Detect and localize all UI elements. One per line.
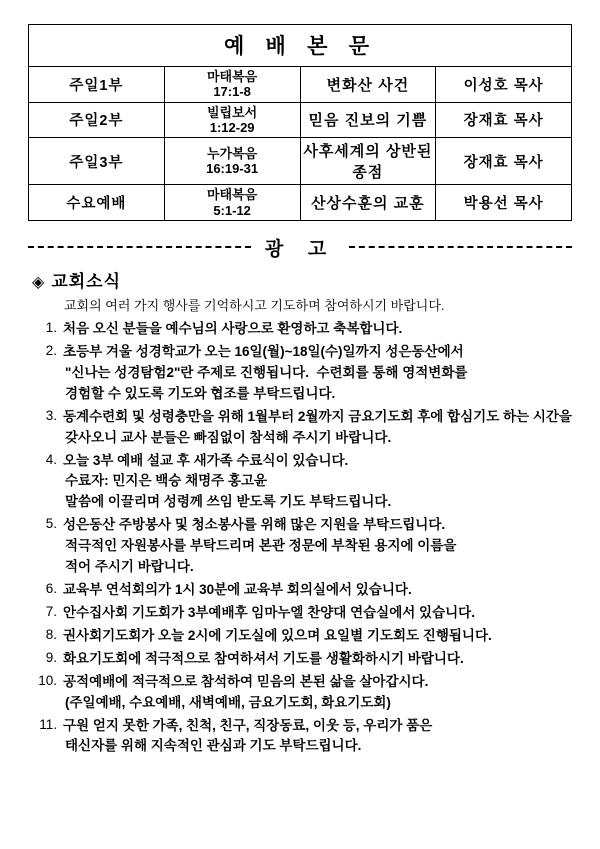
item-line: "신나는 성경탐험2"란 주제로 진행됩니다. 수련회를 통해 영적변화를	[65, 364, 468, 380]
table-title-row	[29, 25, 572, 67]
item-line: 처음 오신 분들을 예수님의 사랑으로 환영하고 축복합니다.	[63, 320, 403, 336]
scripture-verses: 16:19-31	[206, 161, 259, 177]
item-line: 적극적인 자원봉사를 부탁드리며 본관 정문에 부착된 용지에 이름을	[65, 538, 457, 554]
worship-table-title: 예 배 본 문	[29, 25, 572, 67]
list-item	[30, 626, 582, 647]
list-item	[30, 342, 582, 405]
list-item	[30, 451, 582, 514]
item-line: (주일예배, 수요예배, 새벽예배, 금요기도회, 화요기도회)	[65, 694, 391, 710]
sermon-topic: 사후세계의 상반된 종점	[300, 138, 436, 185]
item-line: 안수집사회 기도회가 3부예배후 임마누엘 찬양대 연습실에서 있습니다.	[63, 604, 475, 620]
item-body	[63, 342, 582, 405]
service-name: 수요예배	[29, 185, 165, 221]
table-row	[29, 102, 572, 138]
item-body	[63, 603, 582, 624]
item-body	[63, 319, 582, 340]
item-line: 오늘 3부 예배 설교 후 새가족 수료식이 있습니다.	[63, 452, 349, 468]
item-number: 2.	[45, 342, 57, 358]
list-item	[30, 319, 582, 340]
diamond-icon: ◈	[32, 273, 45, 291]
announcement-heading: 광 고	[264, 237, 336, 260]
item-number: 10.	[38, 672, 57, 688]
item-line: 태신자를 위해 지속적인 관심과 기도 부탁드립니다.	[65, 738, 362, 754]
item-line: 말씀에 이끌리며 성령께 쓰임 받도록 기도 부탁드립니다.	[65, 494, 392, 510]
item-line: 구원 얻지 못한 가족, 친척, 친구, 직장동료, 이웃 등, 우리가 품은	[63, 717, 433, 733]
service-name: 주일3부	[29, 138, 165, 185]
scripture-reference	[164, 67, 300, 103]
item-body	[63, 626, 582, 647]
worship-table-body	[29, 67, 572, 221]
church-news-title: 교회소식	[51, 271, 122, 291]
scripture-reference	[164, 138, 300, 185]
item-line: 교육부 연석회의가 1시 30분에 교육부 회의실에서 있습니다.	[63, 582, 412, 598]
list-item	[30, 649, 582, 670]
item-line: 동계수련회 및 성령충만을 위해 1월부터 2월까지 금요기도회 후에 합심기도 하는 시간을	[63, 408, 572, 424]
item-number: 7.	[45, 603, 57, 619]
item-line: 수료자: 민지은 백승 채명주 홍고윤	[65, 473, 268, 489]
worship-schedule-table	[28, 24, 572, 221]
item-number: 4.	[45, 451, 57, 467]
scripture-verses: 1:12-29	[209, 119, 255, 135]
item-body	[63, 451, 582, 514]
item-line: 공적예배에 적극적으로 참석하여 믿음의 본된 삶을 살아갑시다.	[63, 673, 429, 689]
item-number: 11.	[39, 716, 57, 732]
preacher-name: 이성호 목사	[436, 67, 572, 103]
item-body	[63, 649, 582, 670]
item-number: 5.	[45, 516, 57, 532]
service-name: 주일2부	[29, 102, 165, 138]
table-row	[29, 138, 572, 185]
service-name: 주일1부	[29, 67, 165, 103]
scripture-book: 마태복음	[207, 187, 258, 203]
preacher-name: 장재효 목사	[436, 102, 572, 138]
item-line: 화요기도회에 적극적으로 참여하셔서 기도를 생활화하시기 바랍니다.	[63, 650, 464, 666]
list-item	[30, 580, 582, 601]
scripture-verses: 17:1-8	[213, 84, 251, 100]
item-body	[63, 716, 582, 758]
item-line: 권사회기도회가 오늘 2시에 기도실에 있으며 요일별 기도회도 진행됩니다.	[63, 627, 492, 643]
item-body	[63, 672, 582, 714]
item-number: 6.	[45, 581, 57, 597]
sermon-topic: 믿음 진보의 기쁨	[300, 102, 436, 138]
divider-line-left	[28, 246, 251, 248]
scripture-reference	[164, 102, 300, 138]
list-item	[30, 716, 582, 758]
scripture-book: 마태복음	[207, 69, 258, 84]
item-body	[63, 580, 582, 601]
item-number: 8.	[45, 626, 57, 642]
item-number: 3.	[45, 407, 57, 423]
item-line: 적어 주시기 바랍니다.	[65, 559, 194, 575]
item-body	[63, 515, 582, 578]
item-body	[63, 407, 582, 449]
church-news-section	[28, 267, 582, 757]
item-line: 초등부 겨울 성경학교가 오는 16일(월)~18일(수)일까지 성은동산에서	[63, 343, 464, 359]
church-news-subtitle: 교회의 여러 가지 행사를 기억하시고 기도하며 참여하시기 바랍니다.	[64, 297, 445, 313]
scripture-book: 누가복음	[207, 145, 258, 161]
item-number: 1.	[45, 319, 57, 335]
sermon-topic: 산상수훈의 교훈	[300, 185, 436, 221]
scripture-verses: 5:1-12	[213, 202, 251, 218]
list-item	[30, 407, 582, 449]
announcement-divider	[28, 234, 572, 261]
scripture-book: 빌립보서	[207, 104, 258, 120]
sermon-topic: 변화산 사건	[300, 67, 436, 103]
divider-line-right	[349, 246, 572, 248]
notice-list	[30, 319, 582, 757]
list-item	[30, 515, 582, 578]
table-row	[29, 185, 572, 221]
item-line: 성은동산 주방봉사 및 청소봉사를 위해 많은 지원을 부탁드립니다.	[63, 517, 446, 533]
preacher-name: 장재효 목사	[436, 138, 572, 185]
item-line: 경험할 수 있도록 기도와 협조를 부탁드립니다.	[65, 385, 336, 401]
preacher-name: 박용선 목사	[436, 185, 572, 221]
item-number: 9.	[45, 649, 57, 665]
scripture-reference	[164, 185, 300, 221]
list-item	[30, 603, 582, 624]
church-news-header	[32, 267, 582, 292]
item-line: 갖사오니 교사 분들은 빠짐없이 참석해 주시기 바랍니다.	[65, 429, 392, 445]
table-row	[29, 67, 572, 103]
list-item	[30, 672, 582, 714]
